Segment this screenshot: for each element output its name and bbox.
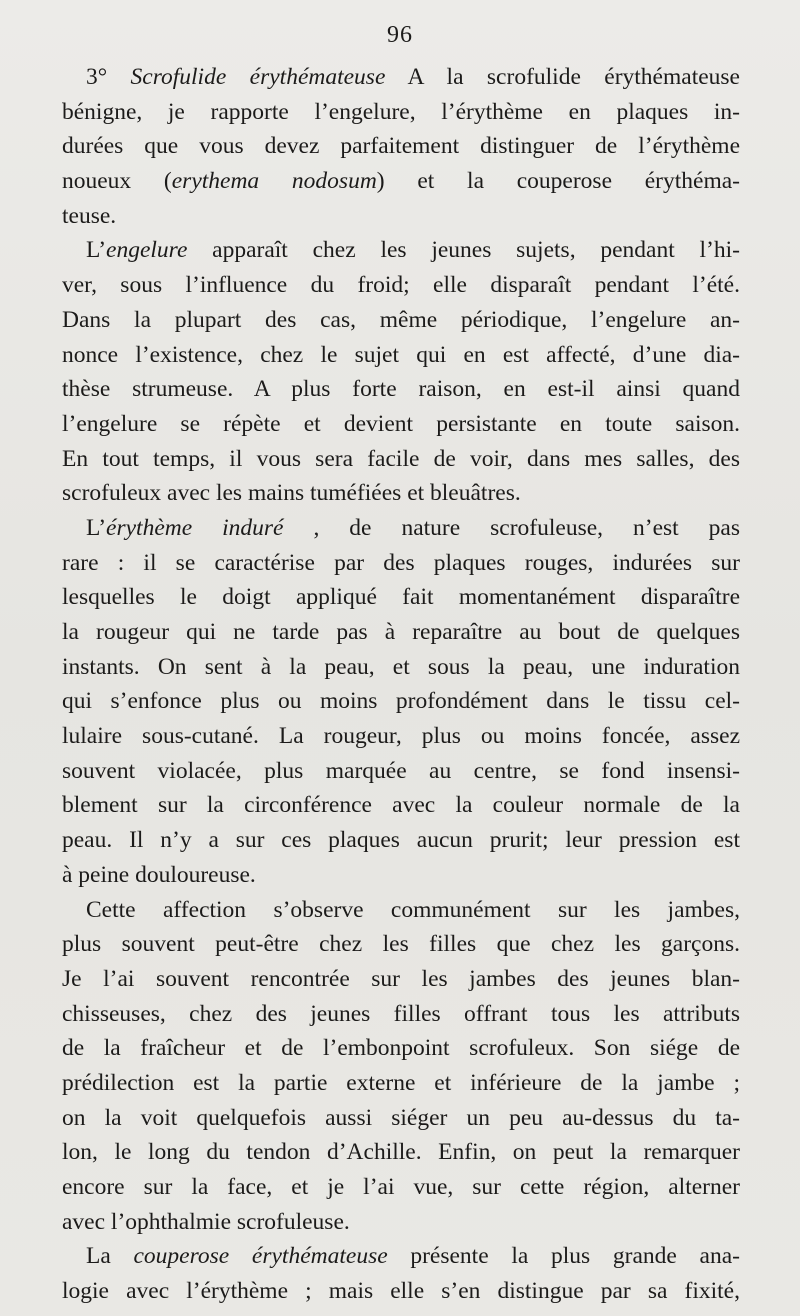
text-segment: lesquelles le doigt appliqué fait momentanément disparaître <box>62 584 740 611</box>
text-segment: Dans la plupart des cas, même périodique, l’engelure an- <box>62 306 740 333</box>
body-text <box>62 60 740 1309</box>
text-segment: L’ <box>86 237 107 264</box>
text-segment: de la fraîcheur et de l’embonpoint scrofuleux. Son siége de <box>62 1035 740 1062</box>
text-line <box>62 476 740 511</box>
text-segment: En tout temps, il vous sera facile de voir, dans mes salles, des <box>62 445 740 472</box>
italic-text: Scrofulide érythémateuse <box>130 64 386 90</box>
text-line <box>62 1205 740 1240</box>
text-segment: chisseuses, chez des jeunes filles offrant tous les attributs <box>62 1000 740 1027</box>
text-line <box>62 1101 740 1136</box>
text-segment: la rougeur qui ne tarde pas à reparaître au bout de quelques <box>62 619 740 645</box>
text-line <box>62 997 740 1032</box>
text-line <box>62 719 740 754</box>
text-line <box>62 1170 740 1205</box>
italic-text: érythème induré <box>106 514 284 541</box>
text-line <box>62 788 740 823</box>
text-line <box>62 268 740 303</box>
italic-text: erythema nodosum <box>171 168 377 195</box>
text-segment: blement sur la circonférence avec la couleur normale de la <box>62 792 740 819</box>
text-line <box>62 1066 740 1101</box>
text-line <box>62 1239 740 1274</box>
text-line <box>62 1274 740 1309</box>
text-segment: prédilection est la partie externe et inférieure de la jambe ; <box>62 1069 740 1096</box>
text-segment: Je l’ai souvent rencontrée sur les jambes des jeunes blan- <box>62 965 740 992</box>
text-segment: apparaît chez les jeunes sujets, pendant l’hi- <box>187 237 740 264</box>
text-segment: lon, le long du tendon d’Achille. Enfin, on peut la remarquer <box>62 1139 740 1166</box>
text-segment: teuse. <box>62 202 117 229</box>
text-segment: A la scrofulide érythémateuse <box>385 64 740 90</box>
text-line <box>62 580 740 615</box>
text-segment: durées que vous devez parfaitement distinguer de l’érythème <box>62 133 740 160</box>
text-segment: noueux ( <box>62 168 172 195</box>
text-segment: 3° <box>86 64 131 90</box>
text-line <box>62 684 740 719</box>
text-segment: nonce l’existence, chez le sujet qui en est affecté, d’une dia- <box>62 341 740 368</box>
text-line <box>62 650 740 685</box>
text-line <box>62 129 740 164</box>
italic-text: engelure <box>106 237 188 264</box>
text-line <box>62 164 740 199</box>
text-segment: qui s’enfonce plus ou moins profondément dans le tissu cel- <box>62 688 740 715</box>
text-segment: plus souvent peut-être chez les filles que chez les garçons. <box>62 931 740 958</box>
text-segment: instants. On sent à la peau, et sous la peau, une induration <box>62 653 740 680</box>
text-segment: souvent violacée, plus marquée au centre, se fond insensi- <box>62 757 740 784</box>
text-segment: , de nature scrofuleuse, n’est pas <box>283 514 740 541</box>
text-line <box>62 95 740 130</box>
text-segment: L’ <box>86 514 107 541</box>
text-line <box>62 893 740 928</box>
text-segment: présente la plus grande ana- <box>387 1243 740 1270</box>
text-segment: bénigne, je rapporte l’engelure, l’érythème en plaques in- <box>62 98 740 125</box>
text-line <box>62 962 740 997</box>
text-line <box>62 754 740 789</box>
text-line <box>62 1031 740 1066</box>
italic-text: couperose érythémateuse <box>133 1243 388 1270</box>
text-segment: encore sur la face, et je l’ai vue, sur cette région, alterner <box>62 1174 740 1200</box>
text-line <box>62 442 740 477</box>
text-line <box>62 927 740 962</box>
text-segment: avec l’ophthalmie scrofuleuse. <box>62 1208 350 1235</box>
text-segment: scrofuleux avec les mains tuméfiées et bleuâtres. <box>62 480 521 507</box>
text-line <box>62 199 740 234</box>
text-segment: ) et la couperose érythéma- <box>376 168 740 195</box>
text-line <box>62 233 740 268</box>
text-line <box>62 823 740 858</box>
text-segment: à peine douloureuse. <box>62 861 256 888</box>
text-line <box>62 407 740 442</box>
text-line <box>62 858 740 893</box>
text-line <box>62 303 740 338</box>
text-line <box>62 1135 740 1170</box>
text-segment: lulaire sous-cutané. La rougeur, plus ou moins foncée, assez <box>62 723 740 750</box>
text-segment: on la voit quelquefois aussi siéger un peu au-dessus du ta- <box>62 1104 740 1131</box>
text-line <box>62 60 740 95</box>
text-segment: thèse strumeuse. A plus forte raison, en est-il ainsi quand <box>62 376 740 403</box>
text-segment: peau. Il n’y a sur ces plaques aucun prurit; leur pression est <box>62 827 740 854</box>
text-segment: rare : il se caractérise par des plaques rouges, indurées sur <box>62 549 740 576</box>
text-line <box>62 615 740 650</box>
page-number: 96 <box>387 22 413 48</box>
text-segment: La <box>86 1243 134 1270</box>
text-segment: l’engelure se répète et devient persistante en toute saison. <box>62 410 740 437</box>
text-segment: logie avec l’érythème ; mais elle s’en distingue par sa fixité, <box>62 1278 740 1305</box>
text-segment: Cette affection s’observe communément sur les jambes, <box>86 896 740 923</box>
text-line <box>62 546 740 581</box>
text-line <box>62 511 740 546</box>
text-line <box>62 372 740 407</box>
text-line <box>62 338 740 373</box>
text-segment: ver, sous l’influence du froid; elle disparaît pendant l’été. <box>62 272 740 299</box>
